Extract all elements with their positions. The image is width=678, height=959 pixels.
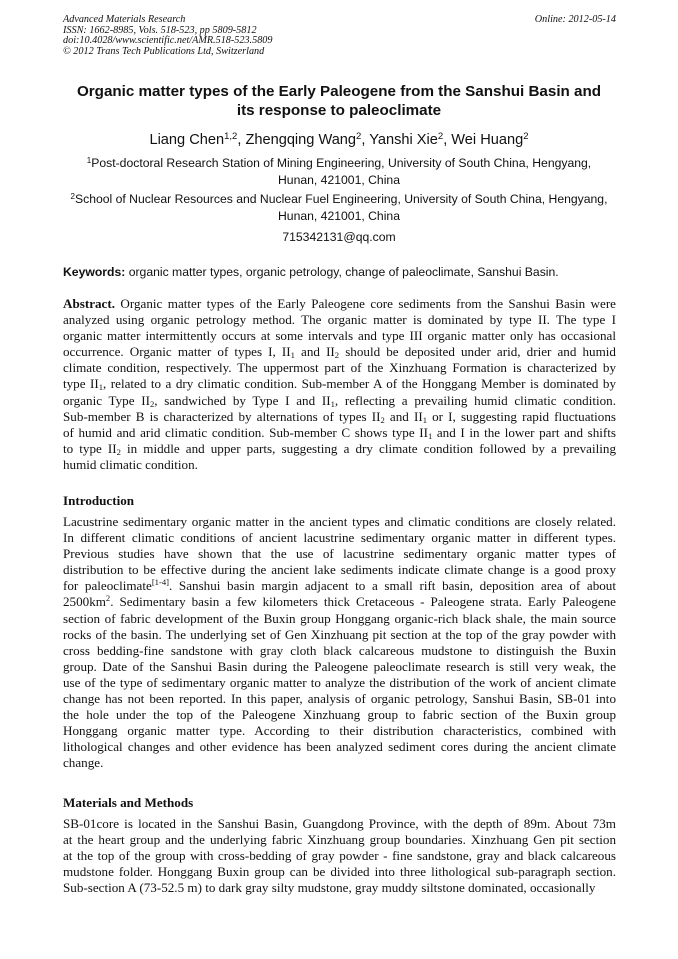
author-list <box>62 131 616 149</box>
text-run: . Sedimentary basin a few kilometers thick Cretaceous - Paleogene strata. Early Paleogene <box>110 594 616 610</box>
text-run: at the heart group and the underlying fabric Xinzhuang group boundaries. Xinzhuang Gen pit section <box>63 832 616 848</box>
text-line <box>63 848 616 864</box>
text-line <box>63 546 616 562</box>
affil-mark: 2 <box>70 192 75 201</box>
text-line <box>63 643 616 659</box>
text-run: type II <box>63 376 99 392</box>
text-run: Sub-section A (73-52.5 m) to dark gray silty mudstone, gray muddy siltstone dominated, occasionally <box>63 880 596 896</box>
text-run: the hole under the top of the Paleogene Xinzhuang group to fabric section of the Buxin group <box>63 707 616 723</box>
text-line <box>63 530 616 546</box>
text-run: 2500km <box>63 594 106 610</box>
text-line <box>63 611 616 627</box>
subscript: 1 <box>330 398 335 409</box>
keywords-text: organic matter types, organic petrology, change of paleoclimate, Sanshui Basin. <box>125 265 559 279</box>
text-run: Sub-member B is characterized by alternations of types II <box>63 408 381 424</box>
text-run: , reflecting a prevailing humid climatic condition. <box>334 392 616 408</box>
author-affil-mark: 2 <box>437 131 444 142</box>
text-run: use of the type of sedimentary organic matter to analyze the distribution of the work of ancient climate <box>63 674 616 690</box>
author-separator: , <box>443 132 452 148</box>
abstract-body <box>63 296 616 473</box>
text-line <box>63 864 616 880</box>
affil-line: Hunan, 421001, China <box>278 173 400 188</box>
text-line <box>63 739 616 755</box>
affiliation-2 <box>62 191 616 225</box>
text-line <box>63 425 616 441</box>
author-affil-mark: 2 <box>356 131 362 142</box>
keywords-label: Keywords: <box>63 265 126 279</box>
text-run: and I in the lower part and shifts <box>432 424 616 440</box>
text-line <box>63 441 616 457</box>
section-heading-materials: Materials and Methods <box>63 795 194 810</box>
text-line <box>63 562 616 578</box>
text-run: humid climatic condition. <box>63 456 198 472</box>
subscript: 2 <box>334 350 340 361</box>
text-line <box>63 594 616 610</box>
text-line <box>63 816 616 832</box>
online-date: Online: 2012-05-14 <box>534 14 616 25</box>
text-run: group. Date of the Sanshui Basin during the Paleogene paleoclimate research is still very weak, the <box>63 658 616 674</box>
text-run: in middle and upper parts, suggesting a dry climate condition followed by a prevailing <box>120 440 616 456</box>
abstract-label: Abstract. <box>63 296 115 311</box>
text-line <box>63 360 616 376</box>
text-run: of humid and arid climatic condition. Sub-member C shows type II <box>63 424 428 440</box>
text-run: at the top of the group with cross-bedding of gray powder - fine sandstone, gray and black calcareous <box>63 848 616 864</box>
text-run: should be deposited under arid, drier and humid <box>339 344 616 360</box>
subscript: 2 <box>116 446 121 457</box>
doi-line: doi:10.4028/www.scientific.net/AMR.518-523.5809 <box>63 35 273 47</box>
text-run: Organic matter types of the Early Paleogene core sediments from the Sanshui Basin were <box>115 296 616 311</box>
issn-line: ISSN: 1662-8985, Vols. 518-523, pp 5809-5812 <box>63 24 257 36</box>
title-line: Organic matter types of the Early Paleogene from the Sanshui Basin and <box>76 83 602 100</box>
text-run: Previous studies have shown that the use of lacustrine sedimentary organic matter types of <box>63 546 616 562</box>
text-run: and II <box>294 344 335 360</box>
affil-line: Post-doctoral Research Station of Mining Engineering, University of South China, Hengyang, <box>91 156 592 170</box>
text-run: Honggang organic matter type. According to their distribution characteristics, combined with <box>63 723 616 739</box>
text-line <box>63 578 616 594</box>
subscript: 2 <box>149 398 155 409</box>
author-affil-mark: 1,2 <box>224 131 238 142</box>
text-run: for paleoclimate <box>63 578 152 594</box>
author-name: Yanshi Xie <box>369 132 438 148</box>
text-run: to type II <box>63 440 117 456</box>
text-line <box>63 755 616 771</box>
text-run: , sandwiched by Type I and II <box>154 392 331 408</box>
superscript: 2 <box>105 593 111 604</box>
subscript: 1 <box>427 430 433 441</box>
text-run: Lacustrine sedimentary organic matter in the ancient types and climatic conditions are closely related. <box>63 514 616 529</box>
materials-body <box>63 816 616 896</box>
text-run: analyzed using organic petrology method. The organic matter is dominated by type II. The type I <box>63 312 616 328</box>
text-run: occurrence. Organic matter of types I, II <box>63 344 291 360</box>
text-line <box>63 691 616 707</box>
subscript: 1 <box>422 414 427 425</box>
text-run: lithological changes and other evidence has been analyzed sediment cores during the ancient climate <box>63 739 616 755</box>
text-line <box>63 409 616 425</box>
author-separator: , <box>237 132 246 148</box>
subscript: 1 <box>290 350 295 361</box>
text-run: distribution to be effective during the ancient lake sediments indicate climate change is a good proxy <box>63 562 616 578</box>
text-line <box>63 627 616 643</box>
text-run: organic Type II <box>63 392 150 408</box>
text-line <box>63 457 616 473</box>
text-run: section of fabric development of the Buxin group Honggang organic-rich black shale, the main source <box>63 610 616 626</box>
text-line <box>63 832 616 848</box>
author-name: Zhengqing Wang <box>245 132 357 148</box>
text-run: rocks of the basin. The underlying set of Gen Xinzhuang pit section at the top of the gray powder with <box>63 626 616 642</box>
superscript: [1-4] <box>151 577 169 588</box>
text-run: climate condition, respectively. The uppermost part of the Xinzhuang Formation is characterized by <box>63 360 616 376</box>
subscript: 1 <box>98 382 104 393</box>
author-affil-mark: 2 <box>523 131 529 142</box>
text-run: , related to a dry climatic condition. Sub-member A of the Honggang Member is dominated by <box>103 376 616 392</box>
text-line <box>63 514 616 530</box>
text-line <box>63 393 616 409</box>
text-run: or I, suggesting rapid fluctuations <box>426 408 616 424</box>
journal-name: Advanced Materials Research <box>63 14 186 25</box>
author-name: Wei Huang <box>451 132 524 148</box>
introduction-body <box>63 514 616 772</box>
subscript: 2 <box>380 414 385 425</box>
journal-header <box>63 15 616 57</box>
text-line <box>63 675 616 691</box>
affil-line: Hunan, 421001, China <box>278 209 400 224</box>
text-line <box>63 659 616 675</box>
author-separator: , <box>361 132 370 148</box>
text-line <box>63 344 616 360</box>
text-run: In different climatic conditions of ancient lacustrine sedimentary organic matter in different types. <box>63 530 616 546</box>
text-line <box>63 328 616 344</box>
text-run: change. <box>63 755 104 771</box>
text-line <box>63 312 616 328</box>
text-line <box>63 880 616 896</box>
section-heading-introduction: Introduction <box>63 493 135 508</box>
paper-title <box>62 82 616 120</box>
text-run: SB-01core is located in the Sanshui Basin, Guangdong Province, with the depth of 89m. About 73m <box>63 816 616 831</box>
text-run: . Sanshui basin margin adjacent to a small rift basin, deposition area of about <box>169 578 616 594</box>
copyright-line: © 2012 Trans Tech Publications Ltd, Switzerland <box>63 45 265 57</box>
author-name: Liang Chen <box>149 132 225 148</box>
affiliation-1 <box>62 155 616 189</box>
affil-mark: 1 <box>86 156 92 165</box>
title-line: its response to paleoclimate <box>236 102 442 119</box>
text-line <box>63 296 616 312</box>
text-run: organic matter intermittently occurs at some intervals and type III organic matter only has occasional <box>63 328 616 344</box>
author-email: 715342131@qq.com <box>282 230 396 244</box>
text-run: cross bedding-fine sandstone with gray cloth black calcareous mudstone to distinguish the Buxin <box>63 642 616 658</box>
text-run: change has not been reported. In this paper, analysis of organic petrology, Sanshui Basin, SB-01 into <box>63 691 616 707</box>
text-line <box>63 707 616 723</box>
affil-line: School of Nuclear Resources and Nuclear Fuel Engineering, University of South China, Hengyang, <box>74 192 608 206</box>
text-line <box>63 376 616 392</box>
text-run: mudstone folder. Honggang Buxin group can be divided into three lithological sub-paragraph section. <box>63 864 616 880</box>
keywords <box>63 264 616 280</box>
text-run: and II <box>384 408 423 424</box>
text-line <box>63 723 616 739</box>
